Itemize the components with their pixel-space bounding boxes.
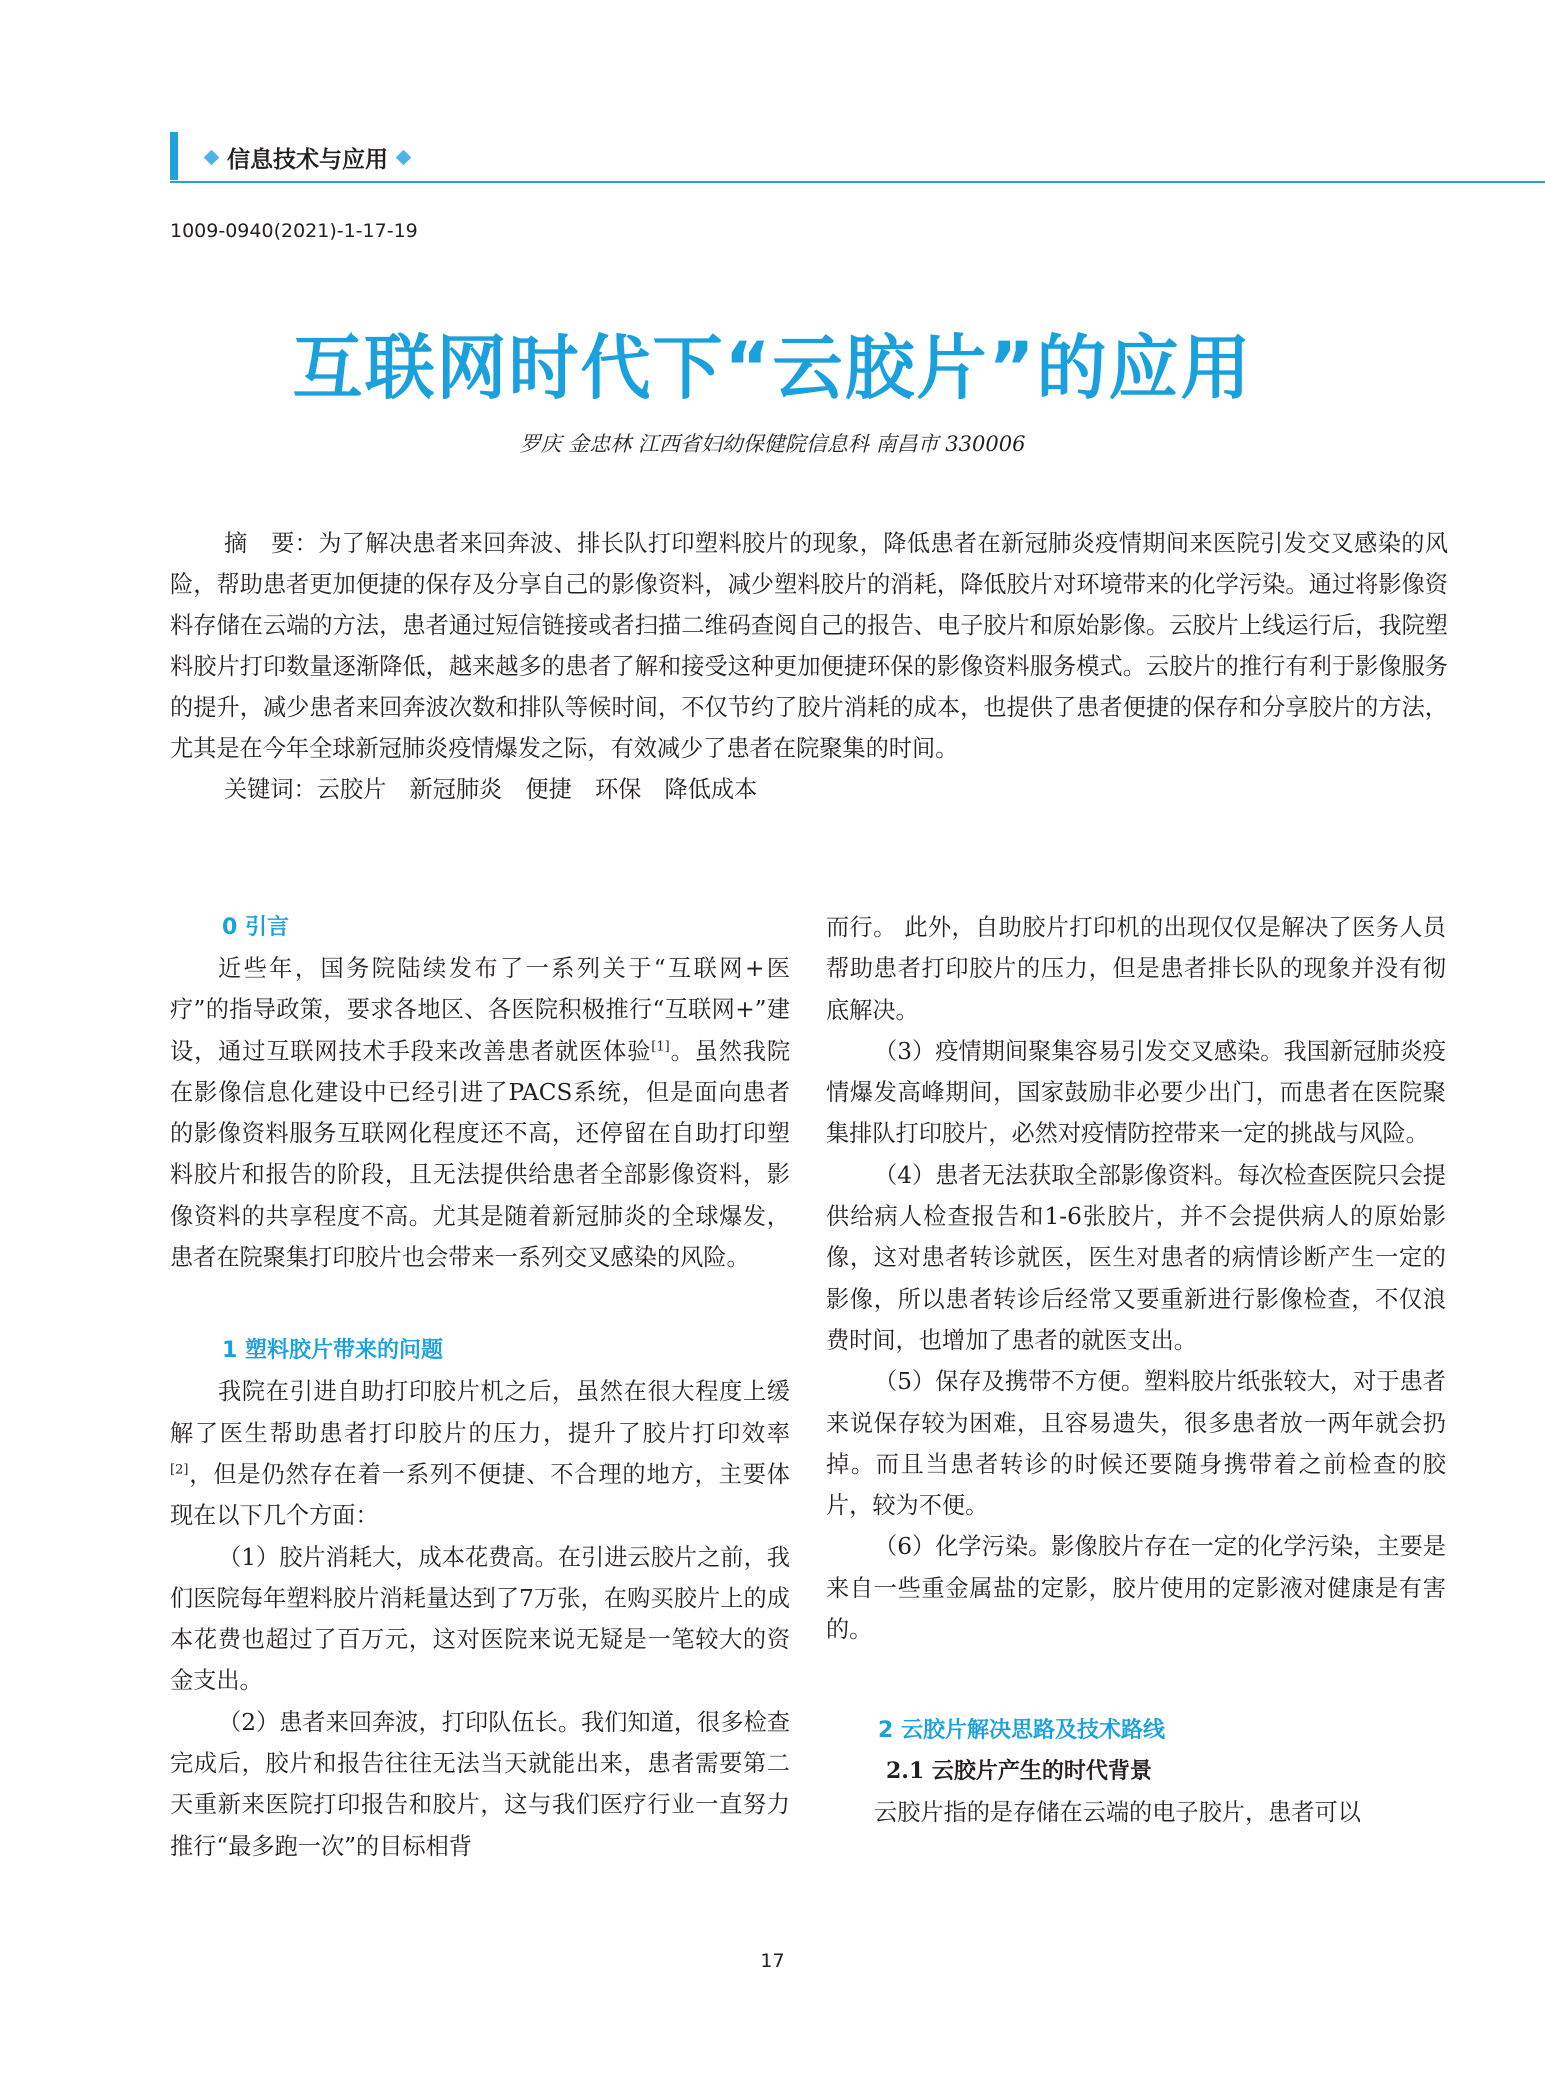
citation-ref[interactable]: [2] xyxy=(170,1462,189,1478)
paragraph-text: 。虽然我院在影像信息化建设中已经引进了PACS系统，但是面向患者的影像资料服务互联网化程度还不高，还停留在自助打印塑料胶片和报告的阶段，且无法提供给患者全部影像资料，影像资料的共享程度不高。尤其是随着新冠肺炎的全球爆发，患者在院聚集打印胶片也会带来一系列交叉感染的风险。 xyxy=(170,1037,791,1272)
section-label: 信息技术与应用 xyxy=(227,146,388,173)
section-heading: 2 云胶片解决思路及技术路线 xyxy=(878,1718,1165,1744)
abstract-paragraph xyxy=(170,523,1448,769)
paragraph-text: 我院在引进自助打印胶片机之后，虽然在很大程度上缓解了医生帮助患者打印胶片的压力，提升了胶片打印效率 xyxy=(170,1378,790,1447)
paragraph-text: ，但是仍然存在着一系列不便捷、不合理的地方，主要体现在以下几个方面： xyxy=(170,1460,790,1530)
paragraph: 云胶片指的是存储在云端的电子胶片，患者可以 xyxy=(874,1799,1361,1827)
paragraph xyxy=(170,1371,790,1536)
section-heading: 0 引言 xyxy=(222,915,289,940)
subsection-heading: 2.1 云胶片产生的时代背景 xyxy=(886,1758,1152,1785)
paragraph: （6）化学污染。影像胶片存在一定的化学污染，主要是来自一些重金属盐的定影，胶片使用的定影液对健康是有害的。 xyxy=(826,1533,1446,1644)
article-id: 1009-0940(2021)-1-17-19 xyxy=(170,220,418,242)
section-header xyxy=(196,140,419,174)
spacer xyxy=(170,1278,790,1330)
paragraph: （2）患者来回奔波，打印队伍长。我们知道，很多检查完成后，胶片和报告往往无法当天就能出来，患者需要第二天重新来医院打印报告和胶片，这与我们医疗行业一直努力推行“最多跑一次”的目标相背 xyxy=(170,1708,790,1860)
paragraph: （5）保存及携带不方便。塑料胶片纸张较大，对于患者来说保存较为困难，且容易遗失，很多患者放一两年就会扔掉。而且当患者转诊的时候还要随身携带着之前检查的胶片，较为不便。 xyxy=(826,1368,1446,1520)
abstract-text: 为了解决患者来回奔波、排长队打印塑料胶片的现象，降低患者在新冠肺炎疫情期间来医院引发交叉感染的风险，帮助患者更加便捷的保存及分享自己的影像资料，减少塑料胶片的消耗，降低胶片对环境带来的化学污染。通过将影像资料存储在云端的方法，患者通过短信链接或者扫描二维码查阅自己的报告、电子胶片和原始影像。云胶片上线运行后，我院塑料胶片打印数量逐渐降低，越来越多的患者了解和接受这种更加便捷环保的影像资料服务模式。云胶片的推行有利于影像服务的提升，减少患者来回奔波次数和排队等候时间，不仅节约了胶片消耗的成本，也提供了患者便捷的保存和分享胶片的方法，尤其是在今年全球新冠肺炎疫情爆发之际，有效减少了患者在院聚集的时间。 xyxy=(170,530,1449,762)
header-rule xyxy=(170,181,1545,183)
diamond-icon xyxy=(204,149,220,165)
spacer xyxy=(826,1650,1446,1710)
paragraph: （3）疫情期间聚集容易引发交叉感染。我国新冠肺炎疫情爆发高峰期间，国家鼓励非必要少出门，而患者在医院聚集排队打印胶片，必然对疫情防控带来一定的挑战与风险。 xyxy=(826,1037,1446,1148)
abstract-label: 摘 要： xyxy=(224,530,319,557)
paragraph: （4）患者无法获取全部影像资料。每次检查医院只会提供给病人检查报告和1-6张胶片，并不会提供病人的原始影像，这对患者转诊就医，医生对患者的病情诊断产生一定的影像，所以患者转诊后经常又要重新进行影像检查，不仅浪费时间，也增加了患者的就医支出。 xyxy=(826,1161,1446,1354)
abstract xyxy=(170,523,1448,810)
page-number: 17 xyxy=(760,1950,785,1972)
citation-ref[interactable]: [1] xyxy=(651,1038,670,1054)
paragraph: （1）胶片消耗大，成本花费高。在引进云胶片之前，我们医院每年塑料胶片消耗量达到了7万张，在购买胶片上的成本花费也超过了百万元，这对医院来说无疑是一笔较大的资金支出。 xyxy=(170,1543,790,1695)
diamond-icon xyxy=(396,149,412,165)
keywords-text: 云胶片 新冠肺炎 便捷 环保 降低成本 xyxy=(316,776,758,803)
keywords-label: 关键词： xyxy=(224,776,317,803)
header-accent-bar xyxy=(170,132,178,180)
paragraph-text: 近些年，国务院陆续发布了一系列关于“互联网+医疗”的指导政策，要求各地区、各医院积极推行“互联网+”建设，通过互联网技术手段来改善患者就医体验 xyxy=(170,955,790,1065)
left-column xyxy=(170,907,790,1867)
right-column xyxy=(826,907,1446,1834)
article-title: 互联网时代下“云胶片”的应用 xyxy=(292,327,1253,409)
authors-line: 罗庆 金忠林 江西省妇幼保健院信息科 南昌市 330006 xyxy=(519,432,1026,456)
section-heading: 1 塑料胶片带来的问题 xyxy=(222,1338,443,1364)
paragraph xyxy=(170,948,790,1278)
keywords xyxy=(170,769,1448,810)
paragraph: 而行。 此外，自助胶片打印机的出现仅仅是解决了医务人员帮助患者打印胶片的压力，但是患者排长队的现象并没有彻底解决。 xyxy=(826,914,1446,1024)
